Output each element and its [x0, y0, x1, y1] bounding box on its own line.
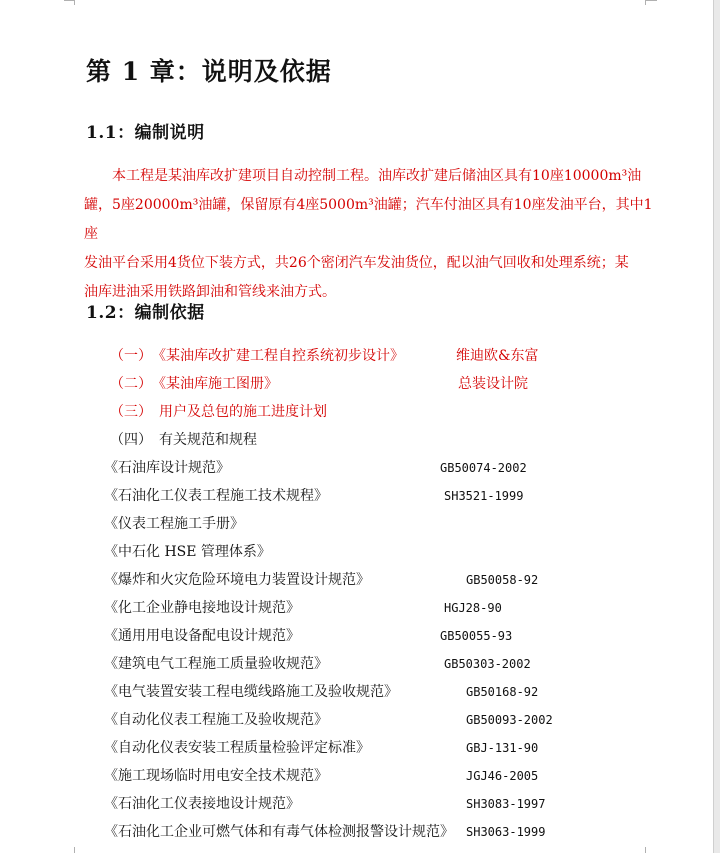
standard-code: SH3521-1999 [444, 489, 524, 503]
standard-name: 《中石化 HSE 管理体系》 [104, 544, 271, 560]
basis-item-label: （二） 《某油库施工图册》 [110, 376, 278, 392]
basis-item-note: 总装设计院 [458, 376, 528, 392]
paragraph-line: 罐，5座20000m³油罐，保留原有4座5000m³油罐；汽车付油区具有10座发油平台，其中1座 [84, 197, 653, 242]
standard-name: 《自动化仪表安装工程质量检验评定标准》 [104, 740, 370, 756]
section-title-1-2: 1.2：编制依据 [86, 303, 205, 323]
standard-code: GB50303-2002 [444, 657, 531, 671]
standard-code: GBJ-131-90 [466, 741, 539, 755]
standard-name: 《通用用电设备配电设计规范》 [104, 628, 300, 644]
standard-code: GB50074-2002 [440, 461, 527, 475]
intro-paragraph [84, 162, 658, 307]
basis-item-note: 维迪欧&东富 [456, 348, 539, 364]
page-corner-mark [64, 0, 74, 1]
basis-item-label: （四） 有关规范和规程 [110, 432, 257, 448]
standard-code: SH3063-1999 [466, 825, 546, 839]
basis-item-label: （三） 用户及总包的施工进度计划 [110, 404, 327, 420]
standard-name: 《石油库设计规范》 [104, 460, 230, 476]
standard-name: 《自动化仪表工程施工及验收规范》 [104, 712, 328, 728]
chapter-title: 第 1 章：说明及依据 [86, 57, 332, 86]
standard-name: 《石油化工仪表接地设计规范》 [104, 796, 300, 812]
standard-name: 《建筑电气工程施工质量验收规范》 [104, 656, 328, 672]
standard-code: HGJ28-90 [444, 601, 502, 615]
page-corner-mark [645, 847, 646, 853]
standard-code: JGJ46-2005 [466, 769, 539, 783]
paragraph-line: 发油平台采用4货位下装方式，共26个密闭汽车发油货位，配以油气回收和处理系统；某 [84, 255, 629, 271]
standard-name: 《石油化工企业可燃气体和有毒气体检测报警设计规范》 [104, 824, 454, 840]
standard-name: 《仪表工程施工手册》 [104, 516, 244, 532]
basis-item-label: （一） 《某油库改扩建工程自控系统初步设计》 [110, 348, 404, 364]
page-corner-mark [645, 0, 657, 1]
paragraph-line: 本工程是某油库改扩建项目自动控制工程。油库改扩建后储油区具有10座10000m³油 [112, 168, 642, 184]
standard-code: GB50055-93 [440, 629, 513, 643]
standard-code: GB50093-2002 [466, 713, 553, 727]
page-edge [713, 0, 720, 853]
paragraph-line: 油库进油采用铁路卸油和管线来油方式。 [84, 284, 336, 300]
page-corner-mark [74, 847, 75, 853]
standard-name: 《石油化工仪表工程施工技术规程》 [104, 488, 328, 504]
standard-name: 《爆炸和火灾危险环境电力装置设计规范》 [104, 572, 370, 588]
section-title-1-1: 1.1：编制说明 [86, 123, 205, 143]
standard-code: SH3083-1997 [466, 797, 546, 811]
standard-code: GB50058-92 [466, 573, 539, 587]
standard-name: 《电气装置安装工程电缆线路施工及验收规范》 [104, 684, 398, 700]
standard-name: 《施工现场临时用电安全技术规范》 [104, 768, 328, 784]
standard-code: GB50168-92 [466, 685, 539, 699]
standard-name: 《化工企业静电接地设计规范》 [104, 600, 300, 616]
page-corner-mark [74, 0, 75, 5]
